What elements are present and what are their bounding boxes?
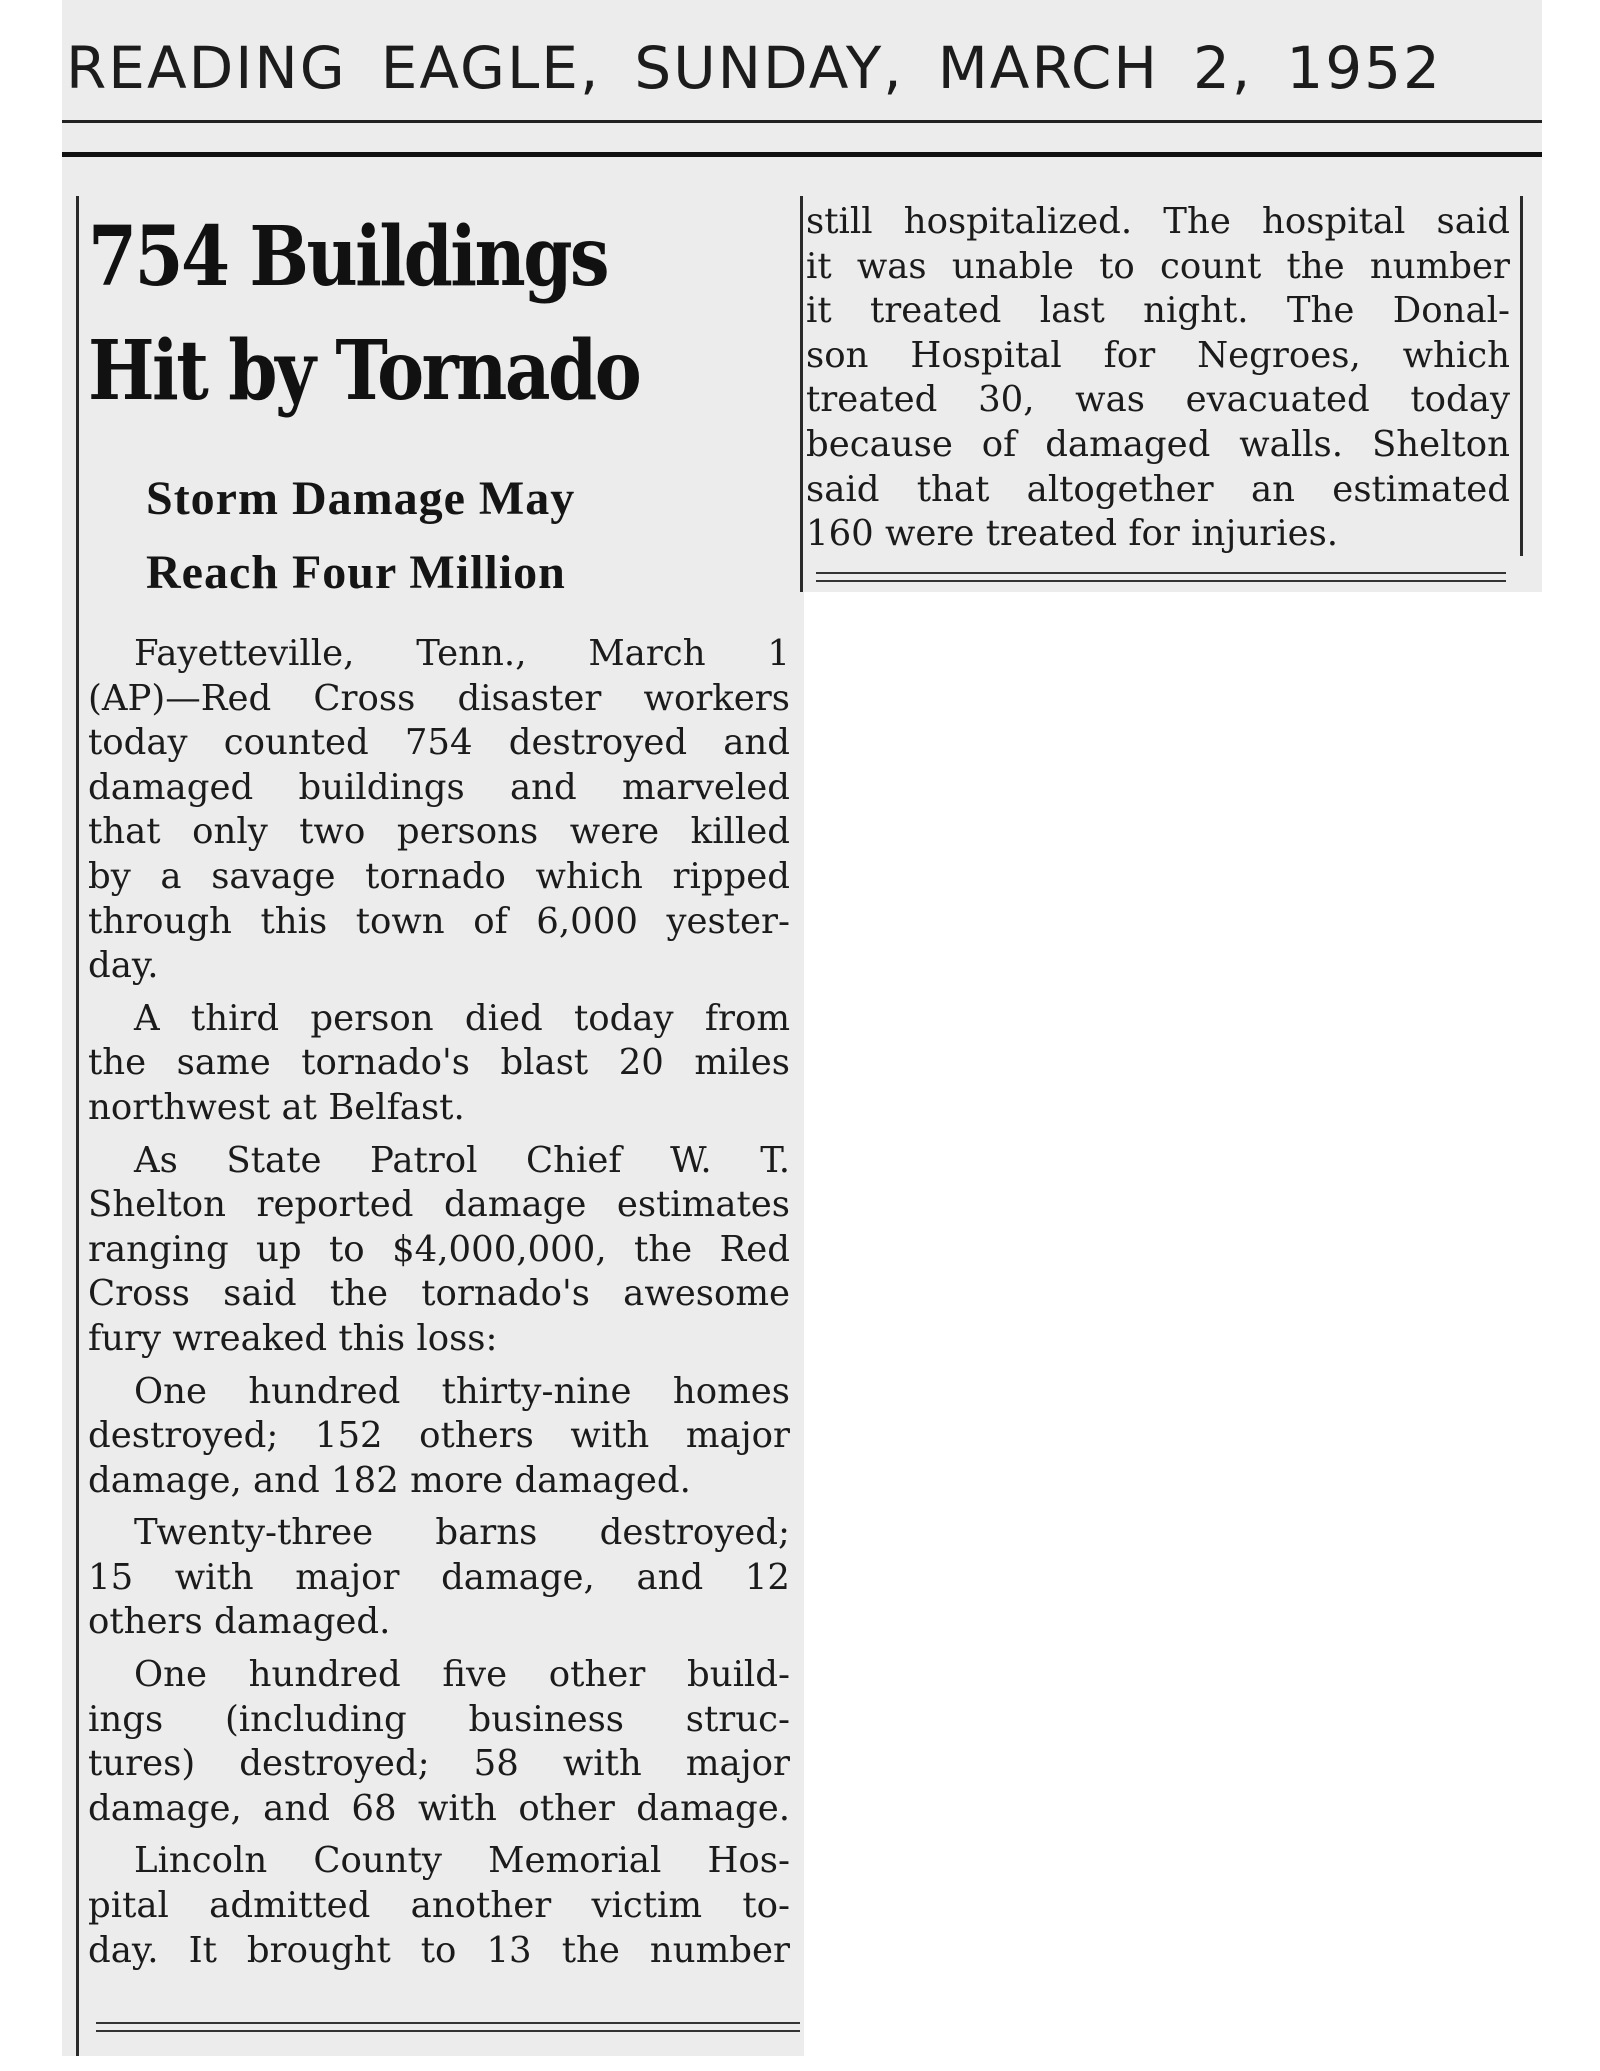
text-line: damage, and 68 with other damage. bbox=[88, 1787, 790, 1829]
headline bbox=[88, 200, 640, 428]
text-line: by a savage tornado which ripped bbox=[88, 855, 790, 897]
text-line: it treated last night. The Donal- bbox=[806, 290, 1510, 332]
masthead-rule-upper bbox=[62, 120, 1542, 123]
masthead-month: MARCH bbox=[937, 34, 1159, 102]
paragraph-5 bbox=[88, 1511, 790, 1645]
text-line: destroyed; 152 others with major bbox=[88, 1415, 790, 1457]
masthead-day: SUNDAY, bbox=[634, 34, 904, 102]
paragraph-7 bbox=[88, 1839, 790, 1973]
text-line: Shelton reported damage estimates bbox=[88, 1184, 790, 1226]
text-line: today counted 754 destroyed and bbox=[88, 722, 790, 764]
left-border-rule bbox=[76, 196, 79, 2056]
text-line: Twenty-three barns destroyed; bbox=[134, 1512, 790, 1554]
text-line: the same tornado's blast 20 miles bbox=[88, 1042, 790, 1084]
text-line: tures) destroyed; 58 with major bbox=[88, 1743, 790, 1785]
text-line: 15 with major damage, and 12 bbox=[88, 1556, 790, 1598]
text-line: damage, and 182 more damaged. bbox=[88, 1459, 691, 1501]
masthead-year: 1952 bbox=[1286, 34, 1442, 102]
text-line: Lincoln County Memorial Hos- bbox=[134, 1840, 790, 1882]
masthead-paper-2: EAGLE, bbox=[380, 34, 601, 102]
text-line: Fayetteville, Tenn., March 1 bbox=[134, 633, 790, 674]
article-right-column bbox=[806, 200, 1510, 565]
text-line: One hundred five other build- bbox=[134, 1654, 790, 1696]
subheadline bbox=[146, 462, 706, 610]
text-line: pital admitted another victim to- bbox=[88, 1885, 790, 1927]
text-line: through this town of 6,000 yester- bbox=[88, 900, 790, 942]
headline-line-1: 754 Buildings bbox=[88, 209, 608, 305]
right-border-rule bbox=[1520, 196, 1523, 556]
text-line: (AP)—Red Cross disaster workers bbox=[88, 677, 790, 719]
text-line: because of damaged walls. Shelton bbox=[806, 423, 1510, 465]
text-line: 160 were treated for injuries. bbox=[806, 513, 1339, 555]
article-left-column bbox=[88, 632, 790, 1981]
masthead-date: 2, bbox=[1192, 34, 1253, 102]
text-line: day. It brought to 13 the number bbox=[88, 1929, 790, 1971]
text-line: said that altogether an estimated bbox=[806, 468, 1510, 510]
paragraph-1 bbox=[88, 632, 790, 989]
column-end-rule-lower bbox=[96, 2030, 800, 2032]
text-line: damaged buildings and marveled bbox=[88, 766, 790, 808]
text-line: treated 30, was evacuated today bbox=[806, 379, 1510, 421]
text-line: One hundred thirty-nine homes bbox=[134, 1370, 790, 1412]
text-line: ings (including business struc- bbox=[88, 1698, 790, 1740]
paragraph-continued bbox=[806, 200, 1510, 557]
text-line: son Hospital for Negroes, which bbox=[806, 334, 1510, 376]
paragraph-2 bbox=[88, 997, 790, 1131]
paragraph-3 bbox=[88, 1139, 790, 1362]
text-line: Cross said the tornado's awesome bbox=[88, 1273, 790, 1315]
text-line: it was unable to count the number bbox=[806, 245, 1510, 287]
right-column-end-rule-upper bbox=[816, 572, 1506, 574]
text-line: still hospitalized. The hospital said bbox=[806, 201, 1510, 242]
text-line: that only two persons were killed bbox=[88, 811, 790, 853]
masthead-rule-lower bbox=[62, 152, 1542, 157]
text-line: day. bbox=[88, 945, 159, 987]
text-line: A third person died today from bbox=[134, 997, 790, 1039]
masthead-paper: READING bbox=[66, 34, 347, 102]
text-line: fury wreaked this loss: bbox=[88, 1317, 498, 1359]
paragraph-4 bbox=[88, 1370, 790, 1504]
text-line: ranging up to $4,000,000, the Red bbox=[88, 1228, 790, 1270]
column-divider-rule bbox=[800, 196, 803, 592]
subheadline-line-2: Reach Four Million bbox=[146, 546, 566, 599]
subheadline-line-1: Storm Damage May bbox=[146, 472, 576, 525]
masthead bbox=[66, 34, 1536, 102]
text-line: northwest at Belfast. bbox=[88, 1086, 465, 1128]
paragraph-6 bbox=[88, 1653, 790, 1831]
headline-line-2: Hit by Tornado bbox=[88, 323, 640, 419]
text-line: As State Patrol Chief W. T. bbox=[134, 1139, 790, 1181]
text-line: others damaged. bbox=[88, 1601, 391, 1643]
right-column-end-rule-lower bbox=[816, 580, 1506, 582]
column-end-rule-upper bbox=[96, 2022, 800, 2024]
